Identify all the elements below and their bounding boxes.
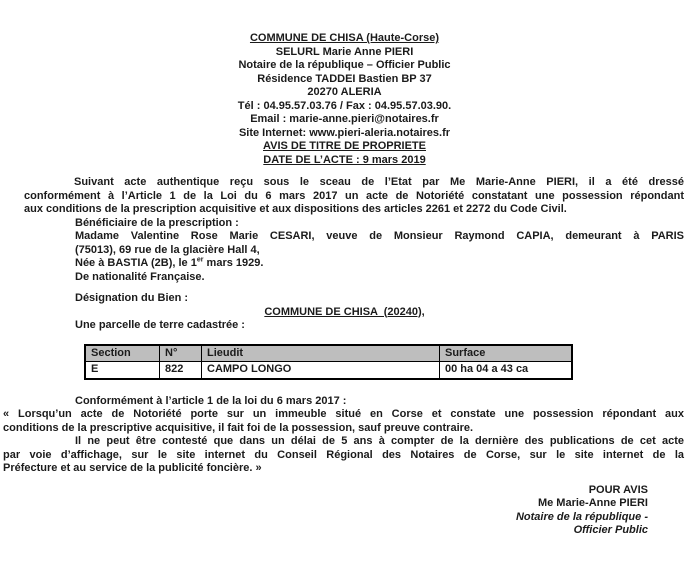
- phone-fax-line: Tél : 04.95.57.03.76 / Fax : 04.95.57.03.90.: [237, 99, 452, 112]
- cell-surface: 00 ha 04 a 43 ca: [440, 362, 573, 379]
- intro-paragraph: [24, 176, 684, 217]
- quote-line: conditions de la prescriptive acquisitive, il fait foi de la possession, sauf preuve contraire.: [3, 421, 474, 434]
- signature-pour-avis: POUR AVIS: [588, 483, 648, 496]
- quote-line: Il ne peut être contesté que dans un délai de 5 ans à compter de la dernière des publications de cet acte: [75, 435, 684, 447]
- table-header-row: [85, 345, 572, 362]
- email-line: Email : marie-anne.pieri@notaires.fr: [250, 113, 439, 125]
- nationality-line: De nationalité Française.: [75, 270, 205, 283]
- commune-title: COMMUNE DE CHISA (Haute-Corse): [249, 32, 440, 44]
- beneficiary-details: [75, 230, 684, 284]
- cell-number: 822: [160, 362, 202, 379]
- signature-block: [0, 484, 648, 538]
- beneficiary-line: (75013), 69 rue de la glacière Hall 4,: [75, 243, 260, 256]
- column-header-lieudit: Lieudit: [202, 345, 440, 362]
- cell-lieudit: CAMPO LONGO: [202, 362, 440, 379]
- notary-role: Notaire de la république – Officier Public: [238, 59, 451, 71]
- beneficiary-line: Madame Valentine Rose Marie CESARI, veuve de Monsieur Raymond CAPIA, demeurant à PARIS: [75, 230, 684, 242]
- city-line: 20270 ALERIA: [307, 86, 382, 98]
- table-row: [85, 362, 572, 379]
- notary-firm-name: SELURL Marie Anne PIERI: [275, 45, 414, 58]
- quote-line: par voie d’affichage, sur le site internet du Conseil Régional des Notaires de Corse, sur le site internet de la: [3, 448, 684, 461]
- cadastral-table: [84, 344, 573, 380]
- column-header-section: Section: [85, 345, 160, 362]
- act-date-line: DATE DE L’ACTE : 9 mars 2019: [263, 153, 426, 166]
- intro-line: aux conditions de la prescription acquisitive et aux dispositions des articles 2261 et 2272 du Code Civil.: [24, 203, 567, 215]
- designation-heading: Désignation du Bien :: [75, 292, 189, 304]
- intro-line: conformément à l’Article 1 de la Loi du 6 mars 2017 un acte de Notoriété constatant une possession répondant: [24, 189, 684, 202]
- legal-quote-block: [3, 408, 684, 476]
- quote-line: Préfecture et au service de la publicité foncière. »: [3, 462, 262, 474]
- quote-line: « Lorsqu’un acte de Notoriété porte sur un immeuble situé en Corse et constate une possession répondant aux: [3, 408, 684, 420]
- legal-reference-heading: Conformément à l’article 1 de la loi du 6 mars 2017 :: [75, 394, 347, 407]
- website-line: Site Internet: www.pieri-aleria.notaires.fr: [238, 126, 451, 139]
- birth-line: [75, 257, 684, 271]
- notice-title: AVIS DE TITRE DE PROPRIETE: [263, 140, 426, 152]
- intro-line: Suivant acte authentique reçu sous le sceau de l’Etat par Me Marie-Anne PIERI, il a été dressé: [74, 176, 684, 188]
- column-header-number: N°: [160, 345, 202, 362]
- letterhead: [0, 0, 689, 167]
- beneficiary-heading: Bénéficiaire de la prescription :: [75, 216, 239, 229]
- cell-section: E: [85, 362, 160, 379]
- ordinal-superscript: er: [196, 256, 204, 264]
- signature-title-line: Notaire de la république -: [515, 510, 648, 523]
- birth-line-text: mars 1929.: [203, 257, 264, 269]
- signature-title-line: Officier Public: [573, 524, 648, 536]
- signature-notary-name: Me Marie-Anne PIERI: [537, 497, 648, 509]
- birth-line-text: Née à BASTIA (2B), le 1: [75, 257, 197, 269]
- column-header-surface: Surface: [440, 345, 573, 362]
- property-commune-title: COMMUNE DE CHISA (20240),: [264, 305, 425, 318]
- address-line: Résidence TADDEI Bastien BP 37: [257, 72, 432, 85]
- parcel-intro-line: Une parcelle de terre cadastrée :: [75, 319, 245, 331]
